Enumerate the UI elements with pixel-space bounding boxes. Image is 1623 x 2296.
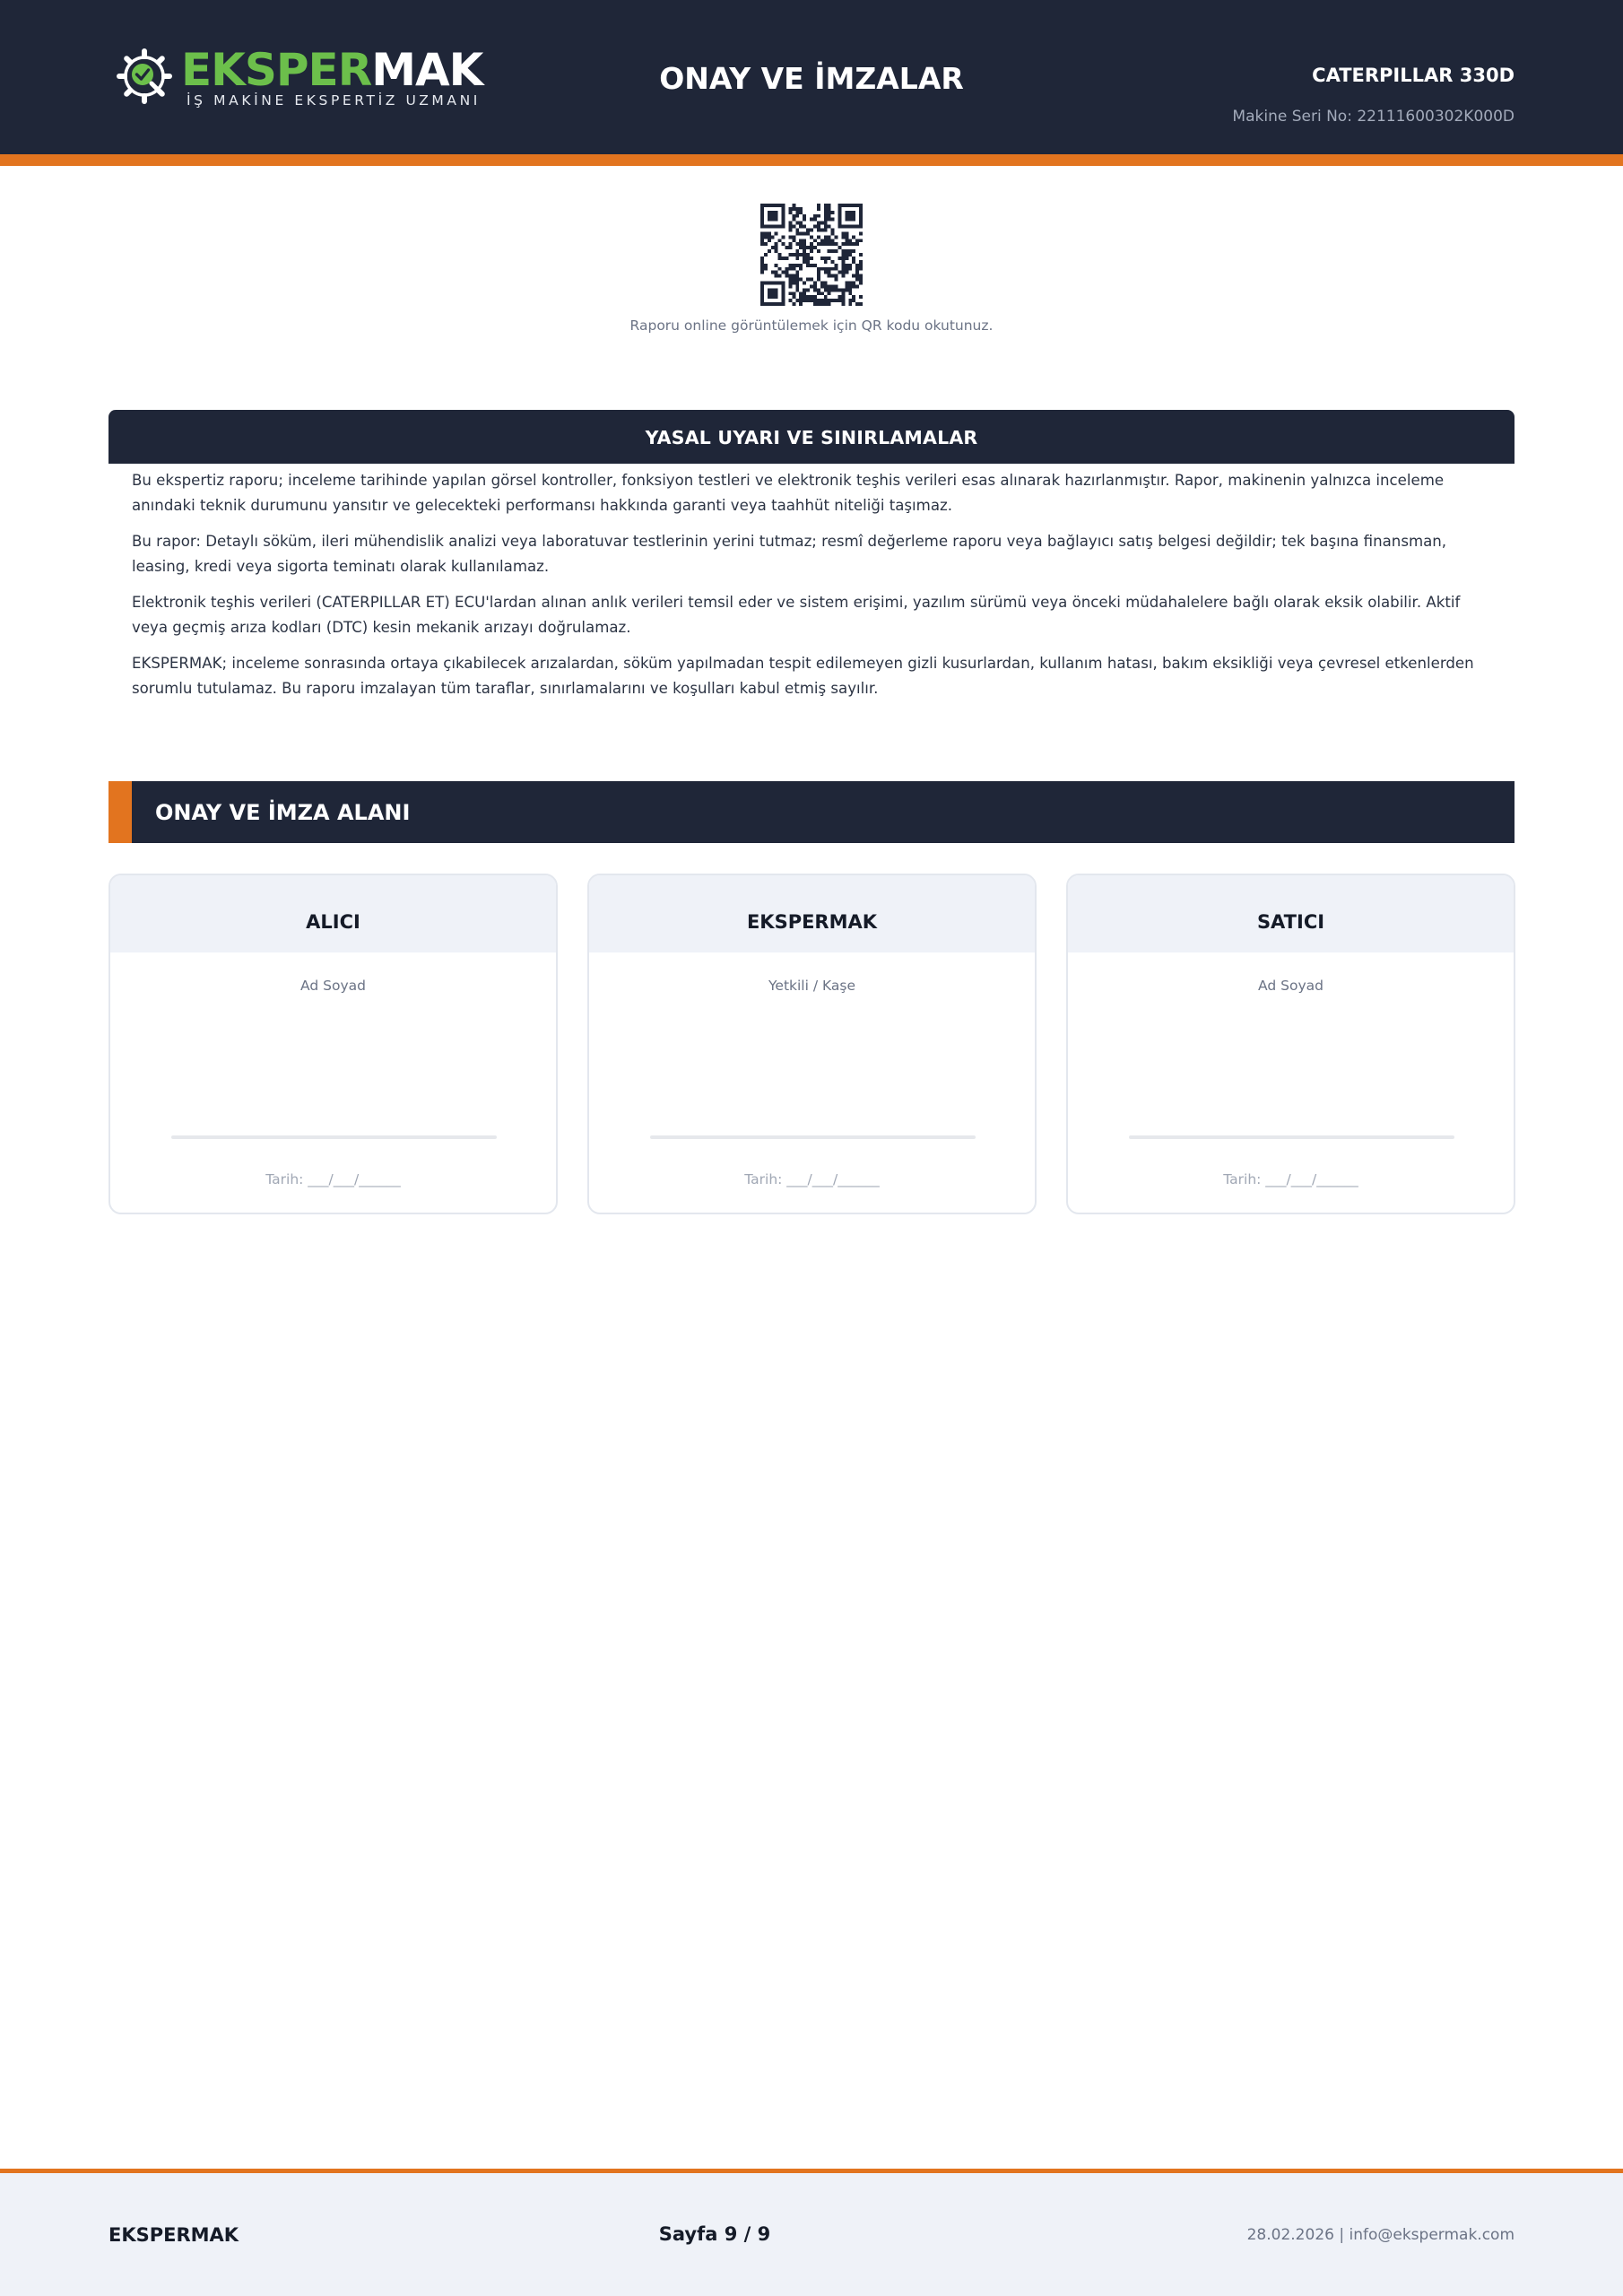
signature-card-seller: [1066, 874, 1515, 1214]
card-subtitle: Ad Soyad: [1258, 978, 1324, 994]
page-title: ONAY VE İMZALAR: [659, 61, 964, 96]
logo-word-green: EKSPER: [181, 44, 372, 96]
legal-notice-title: YASAL UYARI VE SINIRLAMALAR: [645, 427, 978, 448]
section-accent-bar: [108, 781, 132, 843]
card-header: [589, 875, 1035, 952]
page-footer: [0, 2173, 1623, 2296]
signature-card-buyer: [108, 874, 558, 1214]
signature-line: [171, 1135, 497, 1139]
machine-serial-number: Makine Seri No: 22111600302K000D: [1232, 108, 1515, 126]
card-title: ALICI: [306, 911, 360, 933]
card-date: Tarih: ___/___/______: [744, 1171, 880, 1187]
card-date: Tarih: ___/___/______: [1223, 1171, 1358, 1187]
legal-notice-body: [132, 468, 1495, 712]
page-number: Sayfa 9 / 9: [658, 2223, 771, 2245]
signature-section-header: [108, 781, 1515, 843]
legal-paragraph: Bu ekspertiz raporu; inceleme tarihinde yapılan görsel kontroller, fonksiyon testleri ve elektronik teşhis verileri esas alınarak hazırlanmıştır. Rapor, makinenin yalnızca inceleme anındaki teknik durumunu yansıtır ve gelecekteki performansı hakkında garanti veya taahhüt niteliği taşımaz.: [132, 472, 1445, 514]
machine-name: CATERPILLAR 330D: [1312, 65, 1515, 86]
logo-tagline: İŞ MAKİNE EKSPERTİZ UZMANI: [187, 92, 481, 109]
signature-line: [1129, 1135, 1454, 1139]
qr-code-icon: [760, 204, 863, 306]
signature-line: [650, 1135, 976, 1139]
legal-paragraph: Elektronik teşhis verileri (CATERPILLAR ET) ECU'lardan alınan anlık verileri temsil eder ve sistem erişimi, yazılım sürümü veya önceki müdahalelere bağlı olarak eksik olabilir. Aktif veya geçmiş arıza kodları (DTC) kesin mekanik arızayı doğrulamaz.: [132, 594, 1461, 636]
page-header: [0, 0, 1623, 154]
legal-paragraph: EKSPERMAK; inceleme sonrasında ortaya çıkabilecek arızalardan, söküm yapılmadan tespit edilemeyen gizli kusurlardan, kullanım hatası, bakım eksikliği veya çevresel etkenlerden sorumlu tutulamaz. Bu raporu imzalayan tüm taraflar, sınırlamalarını ve koşulları kabul etmiş sayılır.: [132, 655, 1474, 697]
logo-wordmark: [181, 43, 482, 97]
legal-notice-header: [108, 410, 1515, 464]
gear-check-icon: [115, 47, 174, 106]
footer-brand: EKSPERMAK: [108, 2224, 239, 2246]
qr-caption: Raporu online görüntülemek için QR kodu okutunuz.: [629, 317, 994, 334]
card-title: SATICI: [1256, 911, 1325, 933]
ekspermak-logo: [115, 43, 483, 115]
card-subtitle: Ad Soyad: [300, 978, 366, 994]
card-header: [110, 875, 556, 952]
card-header: [1068, 875, 1514, 952]
card-title: EKSPERMAK: [746, 911, 878, 933]
signature-card-ekspermak: [587, 874, 1037, 1214]
footer-contact: 28.02.2026 | info@ekspermak.com: [1246, 2226, 1515, 2244]
header-accent-stripe: [0, 154, 1623, 166]
signature-section-title: ONAY VE İMZA ALANI: [155, 800, 411, 825]
card-date: Tarih: ___/___/______: [265, 1171, 401, 1187]
card-subtitle: Yetkili / Kaşe: [768, 978, 855, 994]
legal-paragraph: Bu rapor: Detaylı söküm, ileri mühendislik analizi veya laboratuvar testlerinin yerini tutmaz; resmî değerleme raporu veya bağlayıcı satış belgesi değildir; tek başına finansman, leasing, kredi veya sigorta teminatı olarak kullanılamaz.: [132, 533, 1447, 575]
logo-word-white: MAK: [371, 44, 483, 96]
